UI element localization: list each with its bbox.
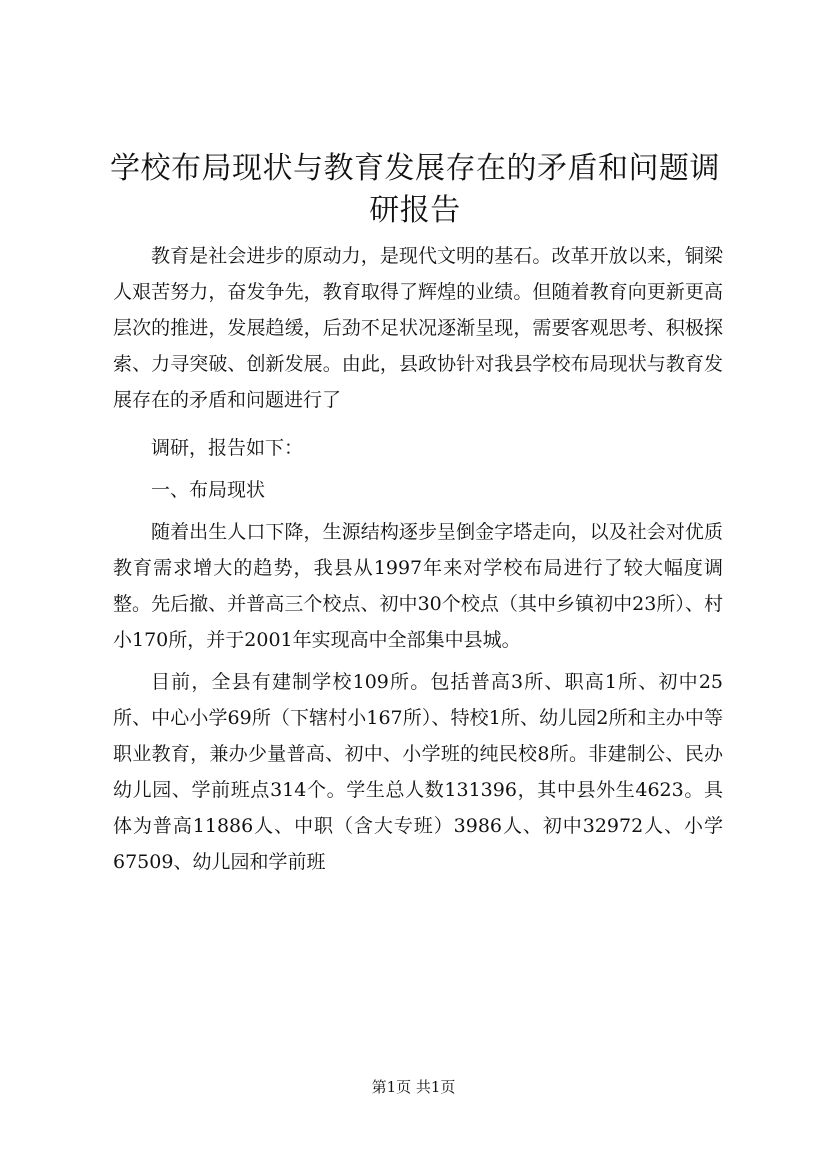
page-footer: 第1页 共1页 [371, 1078, 456, 1096]
paragraph-layout-adjustment: 随着出生人口下降，生源结构逐步呈倒金字塔走向，以及社会对优质教育需求增大的趋势，我县从1997年来对学校布局进行了较大幅度调整。先后撤、并普高三个校点、初中30个校点（其中乡镇初中23所）、村小170所，并于2001年实现高中全部集中县城。 [113, 521, 723, 651]
paragraph-current-status: 目前，全县有建制学校109所。包括普高3所、职高1所、初中25所、中心小学69所（下辖村小167所）、特校1所、幼儿园2所和主办中等职业教育，兼办少量普高、初中、小学班的纯民校8所。非建制公、民办幼儿园、学前班点314个。学生总人数131396，其中县外生4623。具体为普高11886人、中职（含大专班）3986人、初中32972人、小学67509、幼儿园和学前班 [113, 671, 723, 873]
paragraph-report-lead: 调研，报告如下： [151, 437, 304, 459]
paragraph-intro: 教育是社会进步的原动力，是现代文明的基石。改革开放以来，铜梁人艰苦努力，奋发争先，教育取得了辉煌的业绩。但随着教育向更新更高层次的推进，发展趋缓，后劲不足状况逐渐呈现，需要客观思考、积极探索、力寻突破、创新发展。由此，县政协针对我县学校布局现状与教育发展存在的矛盾和问题进行了 [113, 245, 723, 411]
document-title: 学校布局现状与教育发展存在的矛盾和问题调研报告 [110, 151, 720, 228]
section-heading-layout: 一、布局现状 [151, 479, 266, 501]
document-body [113, 238, 723, 880]
